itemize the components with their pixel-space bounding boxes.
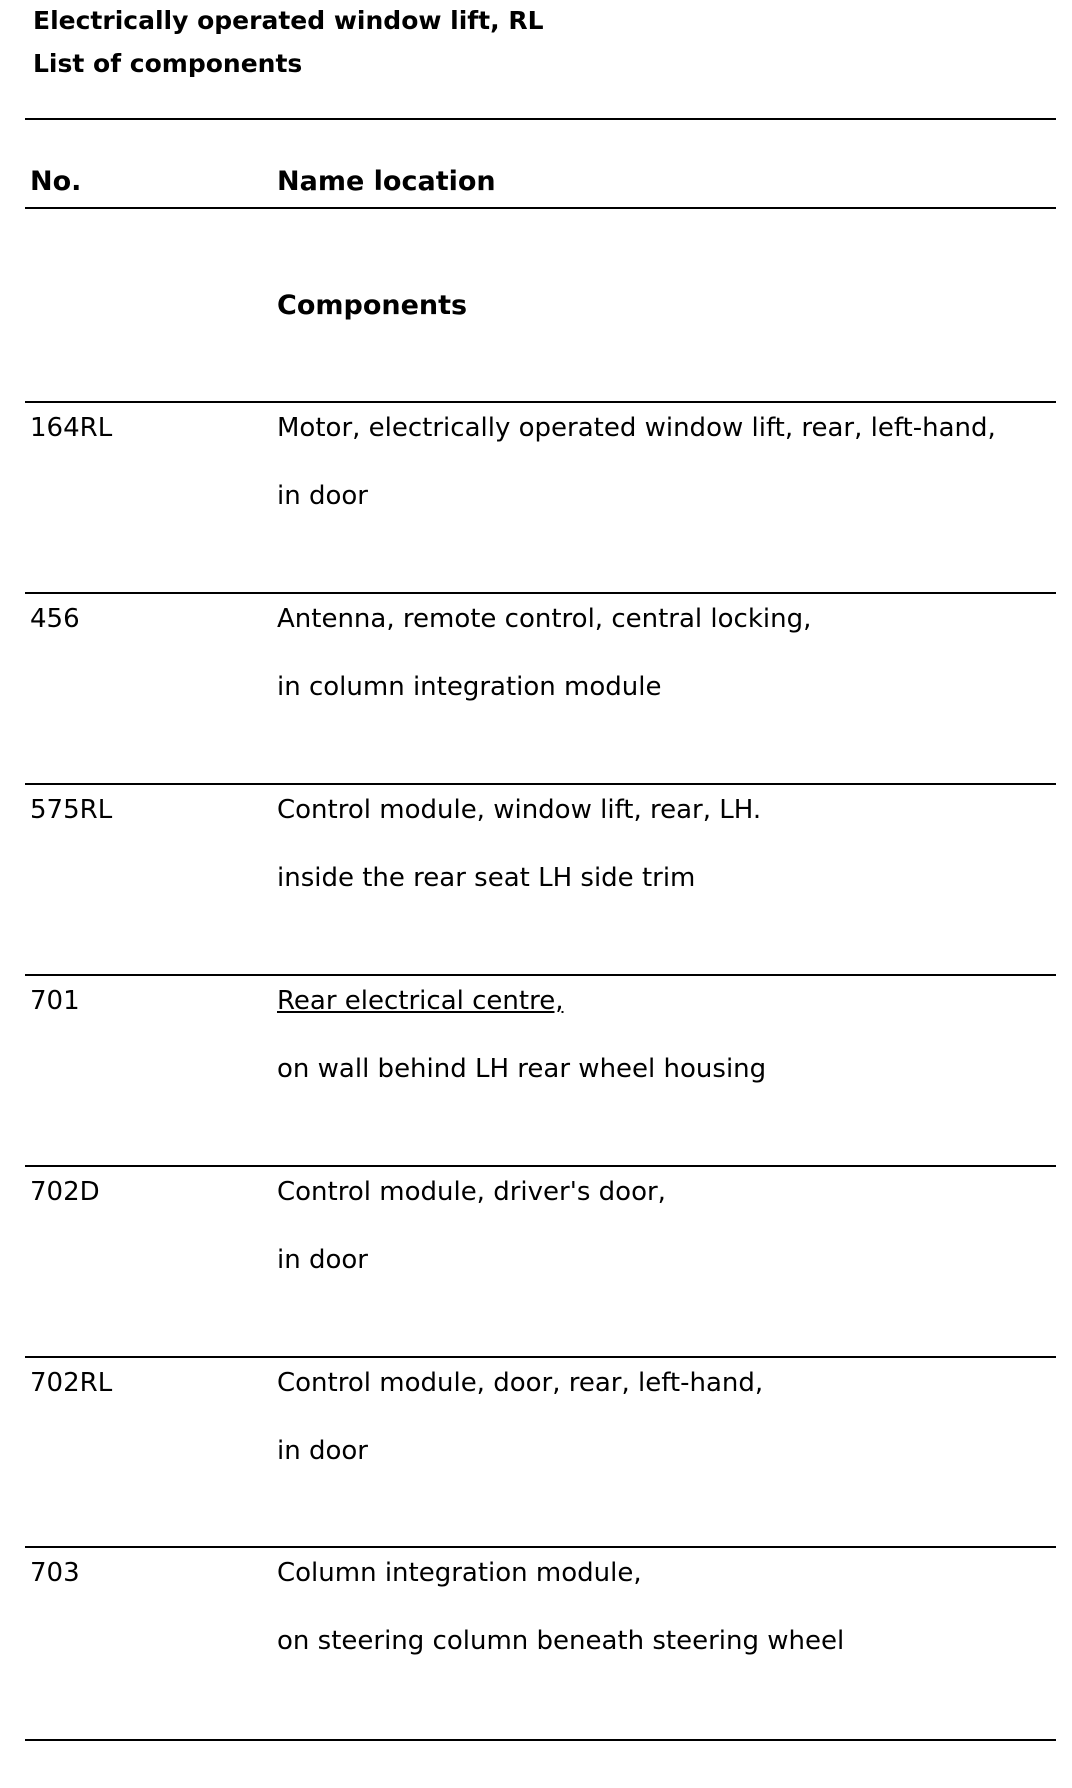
row-number: 702RL xyxy=(30,1368,113,1398)
column-header-name-location: Name location xyxy=(277,166,496,197)
table-row-divider xyxy=(25,592,1056,594)
row-number: 703 xyxy=(30,1558,80,1588)
row-name: Motor, electrically operated window lift, rear, left-hand, xyxy=(277,413,996,443)
row-location: on wall behind LH rear wheel housing xyxy=(277,1054,767,1084)
row-name: Column integration module, xyxy=(277,1558,642,1588)
column-header-no: No. xyxy=(30,166,82,197)
row-number: 575RL xyxy=(30,795,113,825)
row-number: 456 xyxy=(30,604,80,634)
table-row-divider xyxy=(25,1356,1056,1358)
document-subtitle: List of components xyxy=(33,49,303,78)
row-location: on steering column beneath steering wheel xyxy=(277,1626,845,1656)
row-number: 701 xyxy=(30,986,80,1016)
row-name: Antenna, remote control, central locking, xyxy=(277,604,812,634)
row-location: in column integration module xyxy=(277,672,662,702)
table-row-divider xyxy=(25,974,1056,976)
table-row-divider xyxy=(25,783,1056,785)
document-title: Electrically operated window lift, RL xyxy=(33,6,544,35)
row-name: Control module, driver's door, xyxy=(277,1177,666,1207)
divider xyxy=(25,118,1056,120)
row-location: in door xyxy=(277,1436,368,1466)
row-location: in door xyxy=(277,1245,368,1275)
row-number: 702D xyxy=(30,1177,100,1207)
row-name: Rear electrical centre, xyxy=(277,986,564,1016)
table-row-divider xyxy=(25,1165,1056,1167)
row-name: Control module, door, rear, left-hand, xyxy=(277,1368,764,1398)
row-name: Control module, window lift, rear, LH. xyxy=(277,795,762,825)
section-heading: Components xyxy=(277,290,468,321)
table-row-divider xyxy=(25,401,1056,403)
row-location: in door xyxy=(277,481,368,511)
row-number: 164RL xyxy=(30,413,113,443)
table-bottom-divider xyxy=(25,1739,1056,1741)
divider xyxy=(25,207,1056,209)
table-row-divider xyxy=(25,1546,1056,1548)
row-location: inside the rear seat LH side trim xyxy=(277,863,696,893)
